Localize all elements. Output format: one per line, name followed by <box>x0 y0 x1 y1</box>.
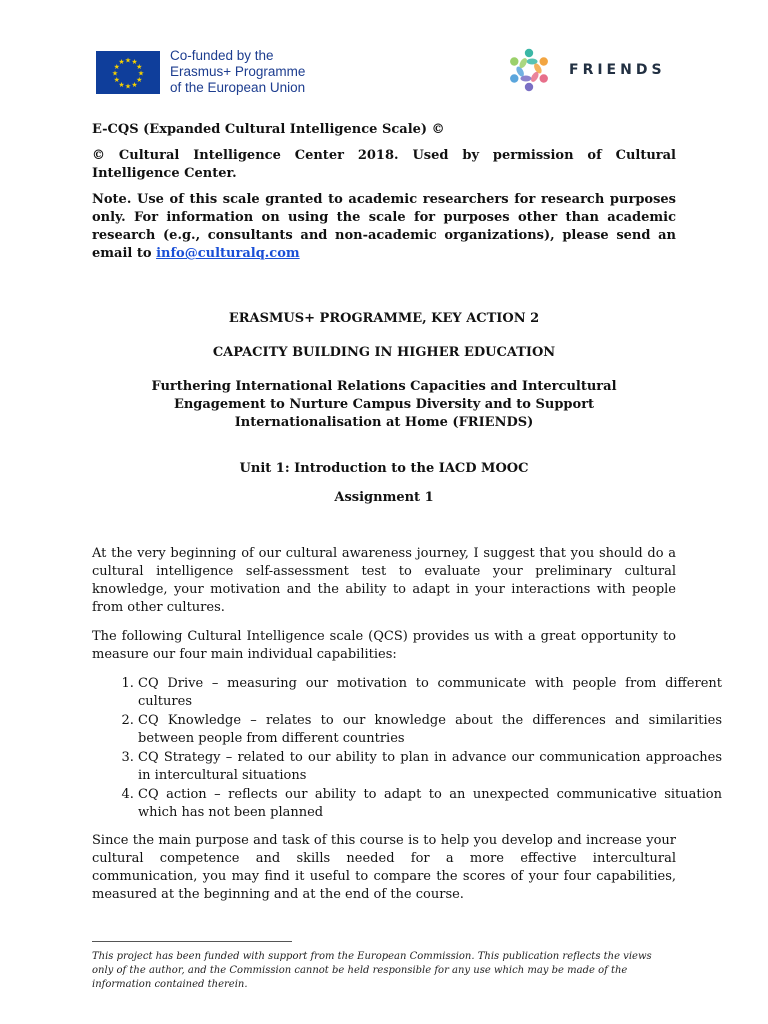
programme-title: ERASMUS+ PROGRAMME, KEY ACTION 2 <box>228 311 540 326</box>
friends-wordmark: FRIENDS <box>569 62 666 78</box>
email-link[interactable]: info@culturalq.com <box>156 246 300 261</box>
usage-note-text: Note. Use of this scale granted to academic researchers for research purposes only. For information on using the scale for purposes other than academic research (e.g., consultants and non-academic organizations), please send an email to <box>92 192 676 261</box>
scale-title: E-CQS (Expanded Cultural Intelligence Scale) © <box>92 122 445 137</box>
eu-text-line-2: Erasmus+ Programme <box>170 64 306 79</box>
friend-figure-head <box>525 49 533 57</box>
intro-paragraph: At the very beginning of our cultural awareness journey, I suggest that you should do a cultural intelligence self-assessment test to evaluate your preliminary cultural knowledge, your motivation and the ability to adapt in your interactions with people from other cultures. <box>92 546 676 615</box>
eu-star-icon: ★ <box>111 69 119 77</box>
eu-star-icon: ★ <box>124 56 132 64</box>
unit-title: Unit 1: Introduction to the IACD MOOC <box>239 461 529 476</box>
course-paragraph: Since the main purpose and task of this course is to help you develop and increase your cultural competence and skills needed for a more effective intercultural communication, you may find it useful to compare the scores of your four capabilities, measured at the beginning and at the end of the course. <box>92 833 676 902</box>
list-item: 3. CQ Strategy – related to our ability to plan in advance our communication approaches in intercultural situations <box>138 749 722 785</box>
funding-disclaimer: This project has been funded with support from the European Commission. This publication reflects the views only of the author, and the Commission cannot be held responsible for any use which may be made of the information contained therein. <box>92 951 652 990</box>
assignment-title: Assignment 1 <box>334 490 434 505</box>
friends-people-icon <box>499 42 561 98</box>
friend-figure-head <box>510 74 518 82</box>
scale-paragraph: The following Cultural Intelligence scale (QCS) provides us with a great opportunity to measure our four main individual capabilities: <box>92 629 676 662</box>
eu-star-icon: ★ <box>136 75 143 84</box>
usage-note <box>92 191 676 263</box>
eu-star-icon: ★ <box>118 80 125 89</box>
eu-star-icon: ★ <box>136 62 143 71</box>
capabilities-list <box>92 675 722 823</box>
list-item: 4. CQ action – reflects our ability to adapt to an unexpected communicative situation which has not been planned <box>138 786 722 822</box>
project-title-line-3: Internationalisation at Home (FRIENDS) <box>234 415 534 430</box>
friend-figure-head <box>510 57 518 65</box>
project-title-line-1: Furthering International Relations Capacities and Intercultural <box>151 379 617 394</box>
project-title <box>92 378 676 432</box>
eu-star-icon: ★ <box>124 82 132 90</box>
friend-figure-head <box>540 74 548 82</box>
eu-star-icon: ★ <box>131 80 138 89</box>
eu-text-line-3: of the European Union <box>170 80 306 95</box>
friend-figure-head <box>540 57 548 65</box>
friend-figure-head <box>525 83 533 91</box>
eu-star-icon: ★ <box>113 62 120 71</box>
eu-star-icon: ★ <box>137 69 145 77</box>
eu-cofunded-logo <box>96 48 305 96</box>
project-title-line-2: Engagement to Nurture Campus Diversity and to Support <box>173 397 595 412</box>
eu-flag-icon <box>96 51 160 94</box>
footer-divider <box>92 941 292 942</box>
eu-star-icon: ★ <box>118 57 125 66</box>
friends-logo <box>499 42 666 98</box>
eu-star-icon: ★ <box>131 57 138 66</box>
eu-star-icon: ★ <box>113 75 120 84</box>
eu-cofunded-text <box>170 48 305 96</box>
copyright-notice: © Cultural Intelligence Center 2018. Used by permission of Cultural Intelligence Center. <box>92 148 676 181</box>
eu-text-line-1: Co-funded by the <box>170 48 274 63</box>
capacity-title: CAPACITY BUILDING IN HIGHER EDUCATION <box>212 345 556 360</box>
list-item: 1. CQ Drive – measuring our motivation to communicate with people from different cultures <box>138 675 722 711</box>
list-item: 2. CQ Knowledge – relates to our knowledge about the differences and similarities between people from different countries <box>138 712 722 748</box>
